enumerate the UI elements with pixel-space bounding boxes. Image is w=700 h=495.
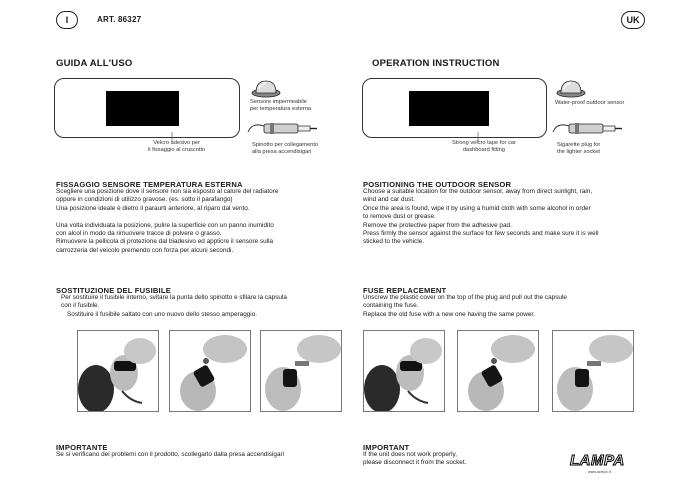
it-sensor-text: Scegliere una posizione dove il sensore non sia esposto al calore del radiatore oppure in condizioni di utilizzo gravose. (es. sotto il parafango) Una posizione ideale è dietro il paraurti anteriore, al riparo dal vento. Una volta individuata la posizione, pulire la superficie con un panno inumidito con alcol in modo da rimuovere tracce di polvere o grasso. Rimuovere la pellicola di protezione dal biadesivo ed applicre il sensore sulla carrozzeria del veicolo premendo con forza per alcuni secondi. xyxy=(56,188,279,254)
it-fuse-text-1: Per sostituire il fusibile interno, svitare la punta dello spinotto e sfilare la capsula con il fusibile. xyxy=(61,294,287,310)
it-sensor-caption: Sensore impermeabile per temperatura esterna xyxy=(250,99,312,112)
en-sensor-text: Choose a suitable location for the outdoor sensor, away from direct sunlight, rain, wind and car dust. Once the area is found, wipe it by using a humid cloth with some alcohol in order to remove dust or grease. Remove the protective paper from the adhesive pad. Press firmly the sensor against the surface for few seconds and make sure it is well sticked to the vehicle. xyxy=(363,188,599,246)
article-number: ART. 86327 xyxy=(97,15,142,24)
en-sensor-caption: Water-proof outdoor sensor xyxy=(555,100,625,106)
it-fuse-photo-1 xyxy=(77,330,159,412)
it-plug-icon xyxy=(246,118,321,142)
it-fuse-title: SOSTITUZIONE DEL FUSIBILE xyxy=(56,286,171,295)
it-sensor-title: FISSAGGIO SENSORE TEMPERATURA ESTERNA xyxy=(56,180,243,189)
it-guide-title: GUIDA ALL'USO xyxy=(56,58,133,69)
it-important-text: Se si verificano dei problemi con il prodotto, scollegarlo dalla presa accendisigari xyxy=(56,451,285,458)
en-fuse-text: Unscrew the plastic cover on the top of the plug and pull out the capsule containing the fuse. Replace the old fuse with a new one having the same power. xyxy=(363,294,567,318)
en-fuse-photo-2 xyxy=(457,330,539,412)
en-fuse-photo-1 xyxy=(363,330,445,412)
en-plug-caption: Sigarette plug for the lighter socket xyxy=(557,142,601,155)
lampa-logo: LAMPA xyxy=(570,452,625,469)
it-plug-caption: Spinotto per collegamento alla presa accendisigari xyxy=(252,142,319,155)
en-important-text: If the unit does not work properly, please disconnect it from the socket. xyxy=(363,451,467,467)
it-sensor-icon xyxy=(250,78,286,98)
language-badge-it: I xyxy=(56,11,78,29)
language-badge-uk: UK xyxy=(621,11,645,29)
en-velcro-caption: Strong velcro tape for car dashboard fitting xyxy=(452,140,516,153)
en-sensor-icon xyxy=(555,78,591,98)
en-fuse-title: FUSE REPLACEMENT xyxy=(363,286,447,295)
en-display-screen xyxy=(409,91,489,126)
en-fuse-photo-3 xyxy=(552,330,634,412)
it-fuse-text-2: Sostituire il fusibile saltato con uno nuovo dello stesso amperaggio. xyxy=(67,311,258,318)
en-sensor-title: POSITIONING THE OUTDOOR SENSOR xyxy=(363,180,512,189)
it-fuse-photo-3 xyxy=(260,330,342,412)
en-important-title: IMPORTANT xyxy=(363,443,410,452)
en-guide-title: OPERATION INSTRUCTION xyxy=(372,58,500,69)
en-plug-icon xyxy=(551,118,626,142)
it-important-title: IMPORTANTE xyxy=(56,443,108,452)
it-velcro-caption: Velcro adesivo per il fissaggio al cruscotto xyxy=(148,140,206,153)
it-fuse-photo-2 xyxy=(169,330,251,412)
lampa-url: www.lampa.it xyxy=(588,470,612,474)
it-display-screen xyxy=(106,91,179,126)
